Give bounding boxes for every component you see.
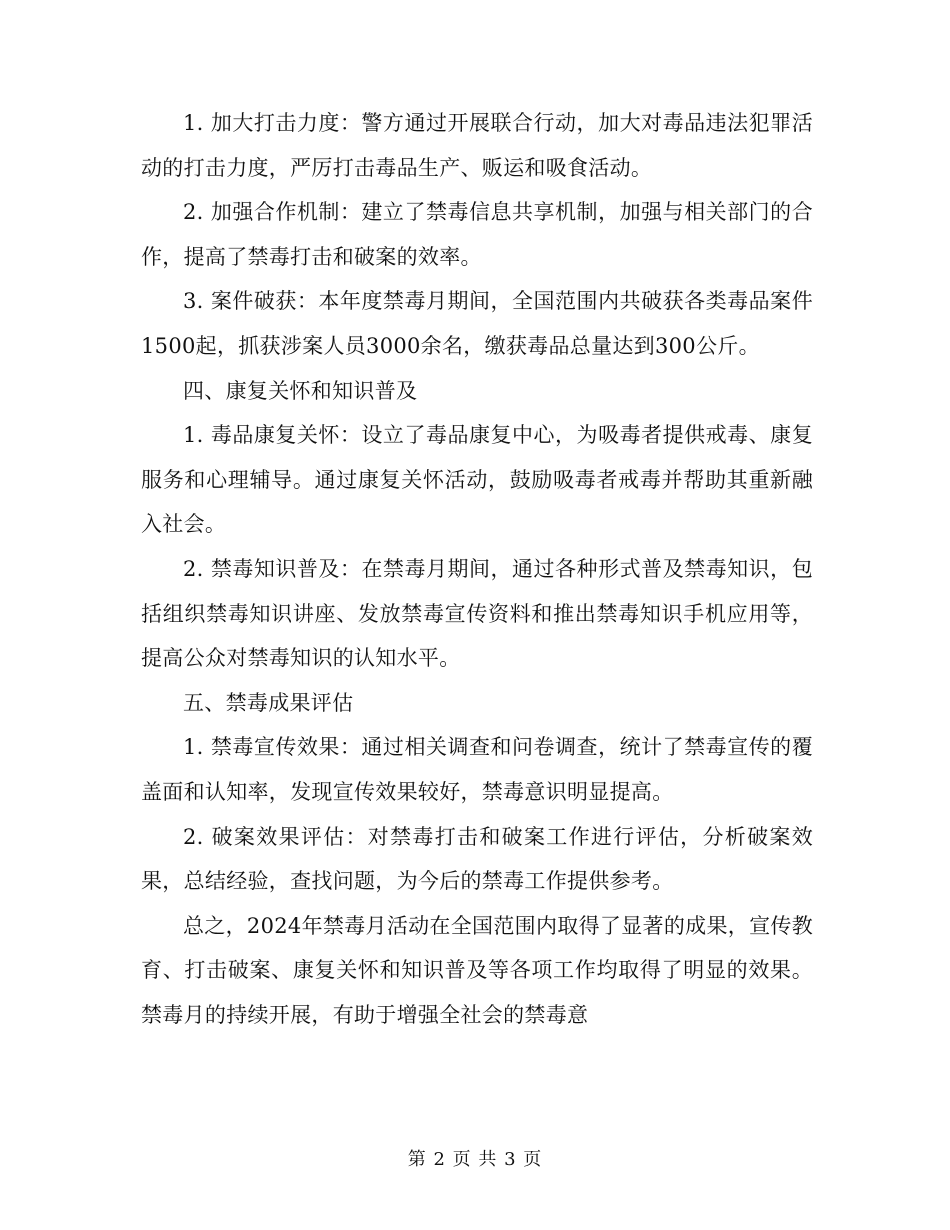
section-heading-rehab: 四、康复关怀和知识普及 [183, 378, 418, 403]
page-body [141, 101, 813, 1037]
paragraph-cooperation: 2. 加强合作机制：建立了禁毒信息共享机制，加强与相关部门的合作，提高了禁毒打击和破案的效率。 [141, 200, 813, 269]
page-number-footer: 第 2 页 共 3 页 [407, 1149, 543, 1170]
paragraph-publicity-effect: 1. 禁毒宣传效果：通过相关调查和问卷调查，统计了禁毒宣传的覆盖面和认知率，发现宣传效果较好，禁毒意识明显提高。 [141, 735, 813, 804]
paragraph-knowledge: 2. 禁毒知识普及：在禁毒月期间，通过各种形式普及禁毒知识，包括组织禁毒知识讲座、发放禁毒宣传资料和推出禁毒知识手机应用等，提高公众对禁毒知识的认知水平。 [141, 556, 813, 671]
paragraph-strike-force: 1. 加大打击力度：警方通过开展联合行动，加大对毒品违法犯罪活动的打击力度，严厉打击毒品生产、贩运和吸食活动。 [141, 111, 813, 180]
paragraph-rehab-care: 1. 毒品康复关怀：设立了毒品康复中心，为吸毒者提供戒毒、康复服务和心理辅导。通过康复关怀活动，鼓励吸毒者戒毒并帮助其重新融入社会。 [141, 423, 813, 537]
paragraph-case-evaluation: 2. 破案效果评估：对禁毒打击和破案工作进行评估，分析破案效果，总结经验，查找问题，为今后的禁毒工作提供参考。 [141, 824, 813, 894]
paragraph-conclusion: 总之，2024年禁毒月活动在全国范围内取得了显著的成果，宣传教育、打击破案、康复关怀和知识普及等各项工作均取得了明显的效果。禁毒月的持续开展，有助于增强全社会的禁毒意 [141, 913, 813, 1027]
section-heading-evaluation: 五、禁毒成果评估 [183, 690, 354, 715]
paragraph-cases-solved: 3. 案件破获：本年度禁毒月期间，全国范围内共破获各类毒品案件1500起，抓获涉案人员3000余名，缴获毒品总量达到300公斤。 [141, 289, 813, 358]
